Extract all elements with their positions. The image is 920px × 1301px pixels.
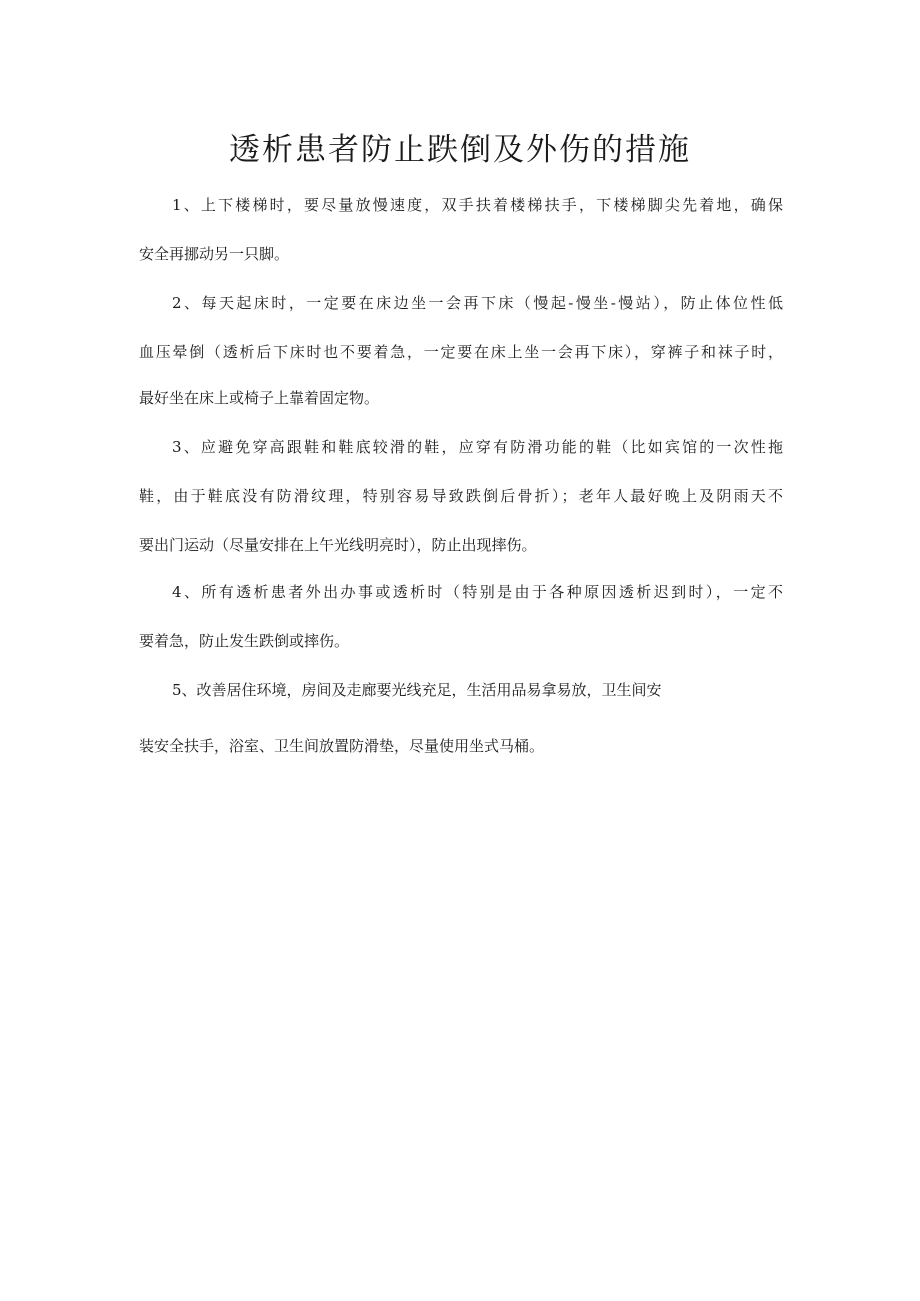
paragraph-2-line-3: 最好坐在床上或椅子上靠着固定物。 (139, 389, 380, 407)
paragraph-4-line-2: 要着急，防止发生跌倒或摔伤。 (139, 632, 350, 650)
paragraph-2-line-2: 血压晕倒（透析后下床时也不要着急，一定要在床上坐一会再下床），穿裤子和袜子时， (139, 343, 783, 361)
paragraph-1-line-1: 1、上下楼梯时，要尽量放慢速度，双手扶着楼梯扶手，下楼梯脚尖先着地，确保 (172, 196, 783, 214)
paragraph-5-line-2: 装安全扶手，浴室、卫生间放置防滑垫，尽量使用坐式马桶。 (139, 737, 545, 755)
paragraph-3-line-2: 鞋，由于鞋底没有防滑纹理，特别容易导致跌倒后骨折）；老年人最好晚上及阴雨天不 (139, 487, 783, 505)
paragraph-5-line-1: 5、改善居住环境，房间及走廊要光线充足，生活用品易拿易放，卫生间安 (172, 681, 662, 699)
paragraph-4-line-1: 4、所有透析患者外出办事或透析时（特别是由于各种原因透析迟到时），一定不 (172, 583, 783, 601)
document-title: 透析患者防止跌倒及外伤的措施 (229, 132, 691, 168)
paragraph-1-line-2: 安全再挪动另一只脚。 (139, 245, 290, 263)
paragraph-2-line-1: 2、每天起床时，一定要在床边坐一会再下床（慢起-慢坐-慢站），防止体位性低 (172, 294, 783, 312)
paragraph-3-line-1: 3、应避免穿高跟鞋和鞋底较滑的鞋，应穿有防滑功能的鞋（比如宾馆的一次性拖 (172, 438, 783, 456)
paragraph-3-line-3: 要出门运动（尽量安排在上午光线明亮时），防止出现摔伤。 (139, 536, 537, 554)
